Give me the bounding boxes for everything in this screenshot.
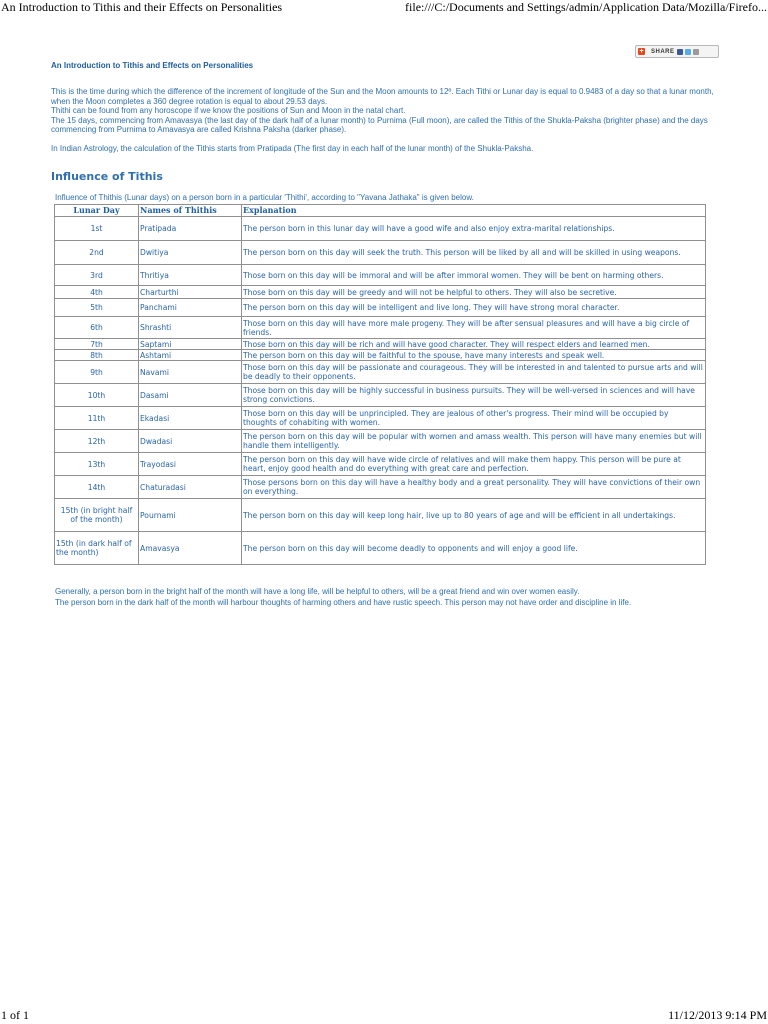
lunar-day-cell: 13th [55, 453, 139, 476]
lunar-day-cell: 5th [55, 299, 139, 317]
explanation-cell: The person born on this day will become deadly to opponents and will enjoy a good life. [242, 532, 706, 565]
explanation-cell: The person born on this day will be faithful to the spouse, have many interests and speak well. [242, 350, 706, 361]
explanation-cell: Those born on this day will have more male progeny. They will be after sensual pleasures and will have a big circle of friends. [242, 317, 706, 339]
table-row [55, 265, 706, 286]
tithi-name-cell: Charturthi [139, 286, 242, 299]
table-row [55, 217, 706, 241]
explanation-cell: The person born on this day will be intelligent and live long. They will have strong moral character. [242, 299, 706, 317]
table-row [55, 350, 706, 361]
lunar-day-cell: 6th [55, 317, 139, 339]
tithi-name-cell: Dwadasi [139, 430, 242, 453]
explanation-cell: The person born in this lunar day will have a good wife and also enjoy extra-marital relationships. [242, 217, 706, 241]
tithi-name-cell: Pournami [139, 499, 242, 532]
tithi-name-cell: Ashtami [139, 350, 242, 361]
explanation-cell: The person born on this day will be popular with women and amass wealth. This person will have many enemies but will handle them intelligently. [242, 430, 706, 453]
explanation-cell: Those born on this day will be unprincipled. They are jealous of other's progress. Their mind will be occupied by thoughts of cohabiting with women. [242, 407, 706, 430]
intro-paragraph: Thithi can be found from any horoscope if we know the positions of Sun and Moon in the natal chart. [51, 106, 406, 116]
twitter-icon [685, 49, 691, 55]
print-footer [0, 1008, 768, 1024]
table-row [55, 476, 706, 499]
tithi-name-cell: Ekadasi [139, 407, 242, 430]
lunar-day-cell: 15th (in dark half of the month) [55, 532, 139, 565]
summary-section [55, 587, 725, 608]
table-row [55, 384, 706, 407]
lunar-day-cell: 11th [55, 407, 139, 430]
print-page-url: file:///C:/Documents and Settings/admin/Application Data/Mozilla/Firefo... [405, 0, 767, 14]
table-row [55, 241, 706, 265]
email-icon [693, 49, 699, 55]
lunar-day-cell: 7th [55, 339, 139, 350]
tithi-name-cell: Dasami [139, 384, 242, 407]
header-names-of-thithis: Names of Thithis [139, 205, 242, 217]
print-datetime: 11/12/2013 9:14 PM [668, 1008, 767, 1022]
tithi-name-cell: Saptami [139, 339, 242, 350]
explanation-cell: Those born on this day will be immoral and will be after immoral women. They will be bent on harming others. [242, 265, 706, 286]
summary-paragraph: Generally, a person born in the bright half of the month will have a long life, will be helpful to others, will be a great friend and win over women easily. [55, 587, 580, 596]
table-row [55, 430, 706, 453]
explanation-cell: Those born on this day will be rich and will have good character. They will respect elders and learned men. [242, 339, 706, 350]
lunar-day-cell: 9th [55, 361, 139, 384]
table-row [55, 453, 706, 476]
explanation-cell: Those born on this day will be greedy and will not be helpful to others. They will also be secretive. [242, 286, 706, 299]
tithi-name-cell: Panchami [139, 299, 242, 317]
share-button[interactable] [635, 45, 719, 58]
tithi-name-cell: Amavasya [139, 532, 242, 565]
table-header-row [55, 205, 706, 217]
page-number: 1 of 1 [1, 1008, 29, 1022]
lunar-day-cell: 4th [55, 286, 139, 299]
lunar-day-cell: 14th [55, 476, 139, 499]
tithi-name-cell: Shrashti [139, 317, 242, 339]
header-explanation: Explanation [242, 205, 706, 217]
intro-paragraph: The 15 days, commencing from Amavasya (the last day of the dark half of a lunar month) to Purnima (Full moon), are called the Tithis of the Shukla-Paksha (brighter phase) and the days commencing from Purnima to Amavasya are called Krishna Paksha (darker phase). [51, 115, 708, 135]
document-title: An Introduction to Tithis and Effects on Personalities [51, 61, 254, 70]
summary-paragraph: The person born in the dark half of the month will harbour thoughts of harming others and have rustic speech. This person may not have order and discipline in life. [55, 597, 632, 607]
tithi-name-cell: Trayodasi [139, 453, 242, 476]
tithi-name-cell: Chaturadasi [139, 476, 242, 499]
facebook-icon [677, 49, 683, 55]
lunar-day-cell: 1st [55, 217, 139, 241]
intro-paragraph: In Indian Astrology, the calculation of the Tithis starts from Pratipada (The first day in each half of the lunar month) of the Shukla-Paksha. [51, 143, 534, 153]
lunar-day-cell: 10th [55, 384, 139, 407]
share-label: SHARE [651, 48, 675, 55]
table-row [55, 286, 706, 299]
table-row [55, 361, 706, 384]
intro-paragraph: This is the time during which the difference of the increment of longitude of the Sun and the Moon amounts to 12º. Each Tithi or Lunar day is equal to 0.9483 of a day so that a lunar month, when the Moon completes a 360 degree rotation is equal to about 29.53 days. [51, 87, 714, 106]
explanation-cell: Those born on this day will be highly successful in business pursuits. They will be well-versed in sciences and will have strong convictions. [242, 384, 706, 407]
table-row [55, 407, 706, 430]
lunar-day-cell: 3rd [55, 265, 139, 286]
tithi-name-cell: Thritiya [139, 265, 242, 286]
explanation-cell: The person born on this day will seek the truth. This person will be liked by all and will be skilled in using weapons. [242, 241, 706, 265]
print-page-title: An Introduction to Tithis and their Effects on Personalities [1, 0, 283, 14]
lunar-day-cell: 2nd [55, 241, 139, 265]
tithi-name-cell: Navami [139, 361, 242, 384]
lunar-day-cell: 8th [55, 350, 139, 361]
explanation-cell: Those persons born on this day will have a healthy body and a great personality. They will have convictions of their own on everything. [242, 476, 706, 499]
section-heading: Influence of Tithis [51, 170, 163, 183]
print-header [0, 0, 768, 16]
tithi-name-cell: Pratipada [139, 217, 242, 241]
table-row [55, 499, 706, 532]
intro-section [51, 87, 716, 154]
tithis-table [54, 204, 706, 565]
explanation-cell: The person born on this day will keep long hair, live up to 80 years of age and will be efficient in all undertakings. [242, 499, 706, 532]
table-row [55, 339, 706, 350]
explanation-cell: Those born on this day will be passionate and courageous. They will be interested in and talented to pursue arts and will be deadly to their opponents. [242, 361, 706, 384]
tithi-name-cell: Dwitiya [139, 241, 242, 265]
lunar-day-cell: 12th [55, 430, 139, 453]
table-row [55, 299, 706, 317]
plus-icon: + [639, 48, 644, 55]
header-lunar-day: Lunar Day [55, 205, 139, 217]
lunar-day-cell: 15th (in bright half of the month) [55, 499, 139, 532]
table-row [55, 317, 706, 339]
table-caption: Influence of Thithis (Lunar days) on a person born in a particular 'Thithi', according to "Yavana Jathaka" is given below. [55, 193, 474, 202]
explanation-cell: The person born on this day will have wide circle of relatives and will make them happy. This person will be pure at heart, enjoy good health and do everything with great care and perfection. [242, 453, 706, 476]
table-row [55, 532, 706, 565]
